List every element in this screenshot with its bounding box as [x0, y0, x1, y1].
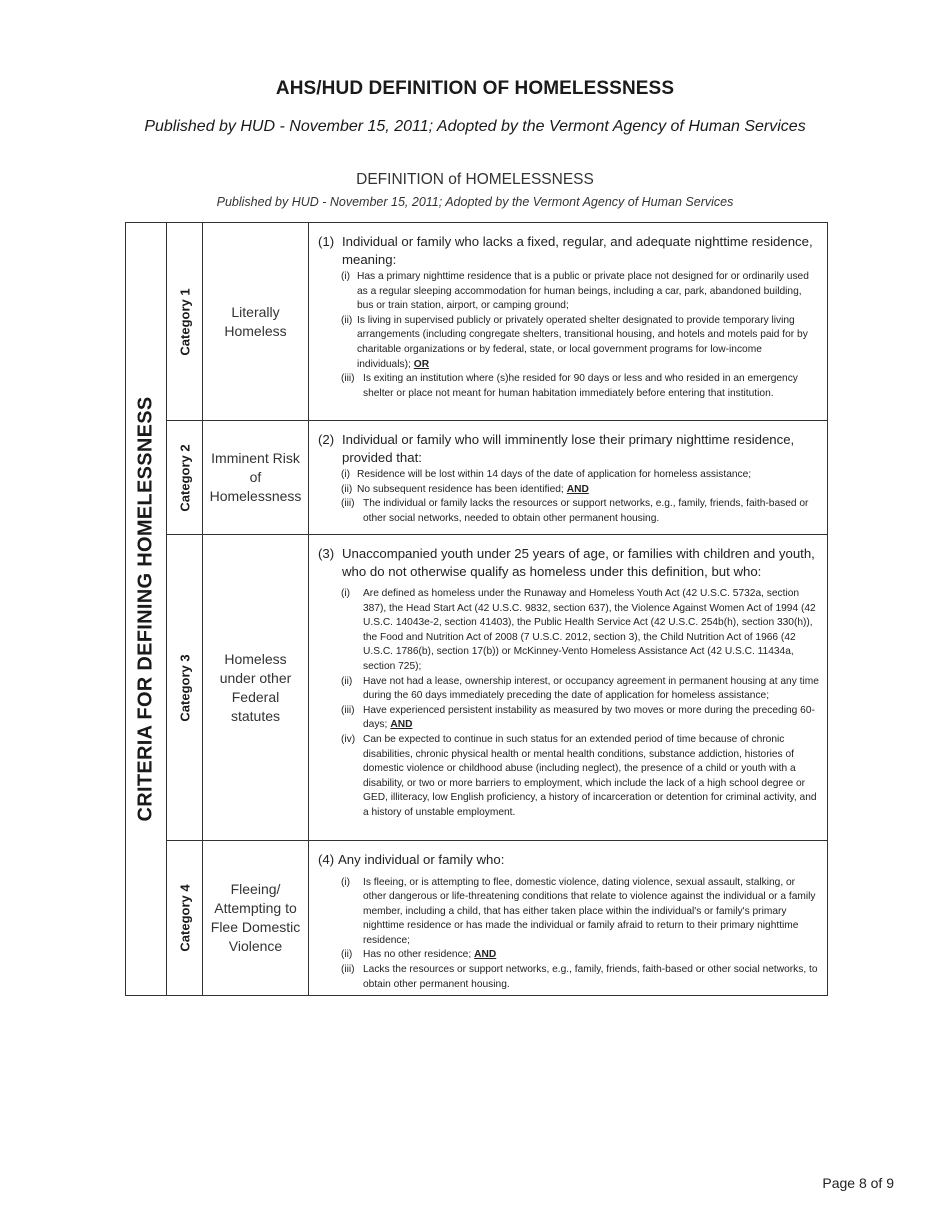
criteria-side-label: CRITERIA FOR DEFINING HOMELESSNESS [134, 396, 157, 822]
item-text: The individual or family lacks the resources or support networks, e.g., family, friends, faith-based or other social networks, needed to obtain other permanent housing. [363, 498, 809, 524]
category-label: Category 4 [177, 884, 192, 952]
criteria-items [341, 270, 819, 401]
criteria-lead [318, 431, 819, 466]
category-row-3 [167, 535, 827, 841]
category-name: Homeless under other Federal statutes [203, 535, 309, 840]
item-text: Have experienced persistent instability as measured by two moves or more during the preceding 60-days; [363, 704, 815, 731]
item-number: (iv) [341, 733, 356, 745]
document-title: AHS/HUD DEFINITION OF HOMELESSNESS [275, 78, 675, 99]
list-item [341, 372, 819, 401]
document-subtitle: Published by HUD - November 15, 2011; Adopted by the Vermont Agency of Human Services [144, 118, 806, 135]
list-item [341, 704, 819, 733]
item-number: (ii) [341, 314, 353, 326]
category-label-cell [167, 535, 203, 840]
criteria-items [341, 587, 819, 821]
item-text: Is living in supervised publicly or privately operated shelter designated to provide temporary living arrangements (including congregate shelters, transitional housing, and hotels and motels paid for by charitable organizations or by federal, state, or local government programs for low-income individuals); [357, 314, 808, 370]
item-number: (i) [341, 271, 351, 282]
list-item [341, 876, 819, 949]
item-number: (i) [341, 588, 351, 599]
category-description [309, 223, 827, 420]
item-text: Is exiting an institution where (s)he resided for 90 days or less and who resided in an emergency shelter or place not meant for human habitation immediately before entering that institution. [363, 373, 798, 399]
criteria-lead [318, 233, 819, 268]
category-description [309, 841, 827, 995]
item-number: (iii) [341, 704, 355, 716]
list-item [341, 314, 819, 372]
item-conjunction: OR [413, 358, 430, 370]
item-text: Are defined as homeless under the Runaway and Homeless Youth Act (42 U.S.C. 5732a, section 387), the Head Start Act (42 U.S.C. 9832, section 637), the Violence Against Women Act of 1994 (42 U.S.C. 14043e-2, section 41403), the Public Health Service Act (42 U.S.C. 254b(h), section 330(h)), the Food and Nutrition Act of 2008 (7 U.S.C. 2012, section 3), the Child Nutrition Act of 1966 (42 U.S.C. 1786(b), section 17(b)) or McKinney-Vento Homeless Assistance Act (42 U.S.C. 11434a, section 725); [363, 588, 816, 672]
category-label: Category 3 [177, 653, 192, 722]
item-number: (ii) [341, 483, 353, 495]
item-conjunction: AND [390, 719, 413, 731]
criteria-number: (4) [318, 852, 335, 867]
criteria-lead-text: Unaccompanied youth under 25 years of age, or families with children and youth, who do not otherwise qualify as homeless under this definition, but who: [342, 546, 815, 579]
item-text: Has a primary nighttime residence that is a public or private place not designed for or ordinarily used as a regular sleeping accommodation for human beings, including a car, park, abandoned building, bus or train station, airport, or camping ground; [357, 271, 809, 312]
list-item [341, 483, 819, 498]
item-number: (iii) [341, 964, 355, 976]
item-text: No subsequent residence has been identified; [357, 483, 564, 495]
category-description [309, 421, 827, 534]
criteria-lead-text: Individual or family who lacks a fixed, regular, and adequate nighttime residence, meaning: [342, 234, 813, 267]
criteria-table [125, 222, 828, 996]
category-label-cell [167, 421, 203, 534]
item-number: (i) [341, 876, 351, 888]
criteria-lead [318, 851, 819, 869]
list-item [341, 733, 819, 821]
category-label: Category 1 [177, 287, 192, 356]
page-number: Page 8 of 9 [822, 1175, 894, 1191]
category-name: Literally Homeless [203, 223, 309, 420]
category-description [309, 535, 827, 840]
list-item [341, 948, 819, 963]
list-item [341, 468, 819, 483]
list-item [341, 270, 819, 314]
item-text: Have not had a lease, ownership interest, or occupancy agreement in permanent housing at any time during the 60 days immediately preceding the date of application for homeless assistance; [363, 675, 819, 702]
item-number: (iii) [341, 373, 355, 385]
item-number: (iii) [341, 498, 355, 510]
criteria-number: (1) [318, 234, 335, 249]
item-conjunction: AND [474, 949, 497, 961]
criteria-items [341, 876, 819, 993]
category-row-2 [167, 421, 827, 535]
item-text: Residence will be lost within 14 days of the date of application for homeless assistance; [357, 469, 752, 480]
item-text: Has no other residence; [363, 949, 472, 961]
item-conjunction: AND [566, 483, 589, 495]
criteria-items [341, 468, 819, 526]
category-name: Imminent Risk of Homelessness [203, 421, 309, 534]
item-text: Can be expected to continue in such status for an extended period of time because of chronic disabilities, chronic physical health or mental health conditions, substance addiction, histories of domestic violence or childhood abuse (including neglect), the presence of a child or youth with a disability, or two or more barriers to employment, which include the lack of a high school degree or GED, illiteracy, low English proficiency, a history of incarceration or detention for criminal activity, and a history of unstable employment. [363, 733, 817, 818]
table-subtitle: Published by HUD - November 15, 2011; Adopted by the Vermont Agency of Human Services [216, 195, 734, 209]
category-label-cell [167, 841, 203, 995]
category-row-4 [167, 841, 827, 995]
criteria-lead-text: Any individual or family who: [338, 852, 505, 867]
category-name: Fleeing/ Attempting to Flee Domestic Violence [203, 841, 309, 995]
item-text: Is fleeing, or is attempting to flee, domestic violence, dating violence, sexual assault, stalking, or other dangerous or life-threatening conditions that relate to violence against the individual or a family member, including a child, that has either taken place within the individual's or family's primary nighttime residence or has made the individual or family afraid to return to their primary nighttime residence; [363, 876, 816, 946]
criteria-number: (2) [318, 432, 335, 447]
item-number: (i) [341, 469, 351, 480]
list-item [341, 675, 819, 704]
item-number: (ii) [341, 949, 353, 961]
criteria-side-column [126, 223, 167, 995]
list-item [341, 963, 819, 992]
category-label-cell [167, 223, 203, 420]
list-item [341, 587, 819, 675]
table-title: DEFINITION of HOMELESSNESS [356, 171, 594, 188]
item-text: Lacks the resources or support networks, e.g., family, friends, faith-based or other social networks, to obtain other permanent housing. [363, 964, 818, 990]
criteria-number: (3) [318, 546, 335, 561]
item-number: (ii) [341, 675, 353, 687]
list-item [341, 497, 819, 526]
criteria-lead [318, 545, 819, 580]
category-row-1 [167, 223, 827, 421]
criteria-lead-text: Individual or family who will imminently lose their primary nighttime residence, provided that: [342, 432, 795, 465]
category-label: Category 2 [177, 443, 192, 512]
